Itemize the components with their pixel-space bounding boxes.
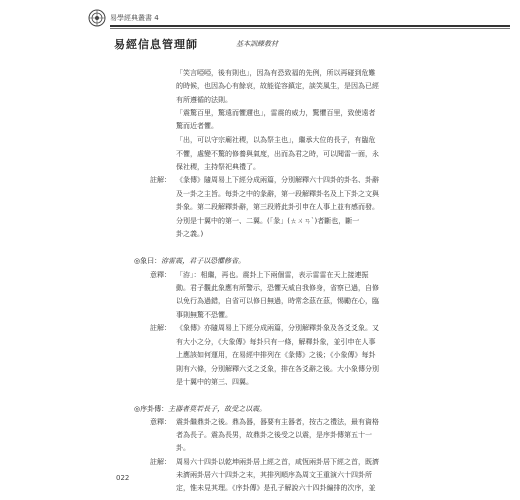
text-line: 保社稷，主持祭祀典禮了。 bbox=[176, 163, 260, 171]
section-heading bbox=[134, 405, 266, 414]
note-line: 上應該如何運用，在易經中排列在《彖傳》之後；《小象傳》每卦 bbox=[176, 351, 376, 359]
heading-text: 洊雷震，君子以恐懼修省。 bbox=[161, 257, 246, 265]
series-logo-icon bbox=[88, 9, 106, 27]
note-line: 卦之義。) bbox=[176, 230, 204, 238]
running-header bbox=[88, 8, 508, 30]
text-line: 事則無驚不恐懼。 bbox=[176, 311, 232, 319]
note-line: 有大小之分，《大象傳》每卦只有一條，解釋卦象，並引申在人事 bbox=[176, 338, 376, 346]
header-rule bbox=[110, 25, 510, 27]
text-line: 驚而近者懼。 bbox=[176, 122, 218, 130]
text-line: 卦。 bbox=[176, 444, 190, 452]
note-label: 註解： bbox=[150, 458, 171, 466]
meaning-label: 意釋： bbox=[150, 271, 171, 279]
text-line: 「笑言啞啞，後有則也」，因為有恐致福的先例，所以再碰到危難 bbox=[176, 69, 376, 77]
text-line: 以免行為過錯，自省可以修日無過，時常念茲在茲，惕勵在心，臨 bbox=[176, 297, 379, 305]
heading-prefix: ◎象曰： bbox=[134, 257, 162, 265]
note-line: 則有六條，分別解釋六爻之爻象，排在各爻辭之後。大小象傳分別 bbox=[176, 365, 379, 373]
note-line: 《彖傳》隨周易上下經分成兩篇，分別解釋六十四卦的卦名、卦辭 bbox=[176, 176, 379, 184]
text-line: 震卦繼鼎卦之後。鼎為器，器要有主器者，按古之禮法，最有資格 bbox=[176, 418, 379, 426]
text-line: 不懼，處變不驚的修養與氣度，出而為君之時，可以聞雷一面，永 bbox=[176, 150, 379, 158]
meaning-label: 意釋： bbox=[150, 418, 171, 426]
section-heading bbox=[134, 257, 245, 266]
text-line: 「震驚百里，驚遠而懼邇也」，雷震的威力，驚懼百里，致使遠者 bbox=[176, 109, 376, 117]
series-title: 易學經典叢書 4 bbox=[110, 14, 159, 22]
page-number: 022 bbox=[116, 474, 130, 482]
text-line: 「洊」：相繼，再也。震卦上下兩個雷，表示雷雷在天上接連振 bbox=[176, 271, 369, 279]
text-line: 的時候，也因為心有餘哀，故能從容鎮定，談笑風生，是因為已經 bbox=[176, 82, 379, 90]
note-line: 卦象。第二段解釋卦辭，第三段將此卦引申在人事上並有感而發。 bbox=[176, 203, 379, 211]
note-line: 分別是十翼中的第一、二翼。(「彖」(ㄊㄨㄢˋ)者斷也，斷一 bbox=[176, 217, 360, 225]
note-line: 《象傳》亦隨周易上下經分成兩篇，分別解釋卦象及各爻爻象。又 bbox=[176, 324, 379, 332]
note-line: 定，惟未見其理。《序卦傳》是孔子解說六十四卦編排的次序，並 bbox=[176, 484, 376, 492]
note-label: 註解： bbox=[150, 324, 171, 332]
book-subtitle: 基本訓練教材 bbox=[236, 40, 278, 48]
text-line: 者為長子。震為長男，故鼎卦之後受之以震，是序卦傳第五十一 bbox=[176, 431, 372, 439]
book-title: 易經信息管理師 bbox=[114, 38, 198, 51]
note-line: 未濟兩卦居六十四卦之末，其排列順序為周文王重演六十四卦所 bbox=[176, 471, 372, 479]
text-line: 「出，可以守宗廟社稷，以為祭主也」，繼承大位的長子，有臨危 bbox=[176, 136, 376, 144]
note-line: 是十翼中的第三、四翼。 bbox=[176, 378, 253, 386]
text-line: 動。君子觀此象應有所警示，恐懼天威自我修身，省察已過，自修 bbox=[176, 284, 379, 292]
header-rule-thin bbox=[110, 28, 510, 29]
heading-text: 主器者莫若長子，故受之以震。 bbox=[168, 405, 267, 413]
heading-prefix: ◎序卦傳： bbox=[134, 405, 169, 413]
note-label: 註解： bbox=[150, 176, 171, 184]
note-line: 及一卦之主旨。每卦之中的彖辭，第一段解釋卦名及上下卦之文與 bbox=[176, 190, 379, 198]
note-line: 周易六十四卦以乾坤兩卦居上經之首，咸恆兩卦居下經之首，既濟 bbox=[176, 458, 379, 466]
text-line: 有所遵循的法則。 bbox=[176, 96, 232, 104]
